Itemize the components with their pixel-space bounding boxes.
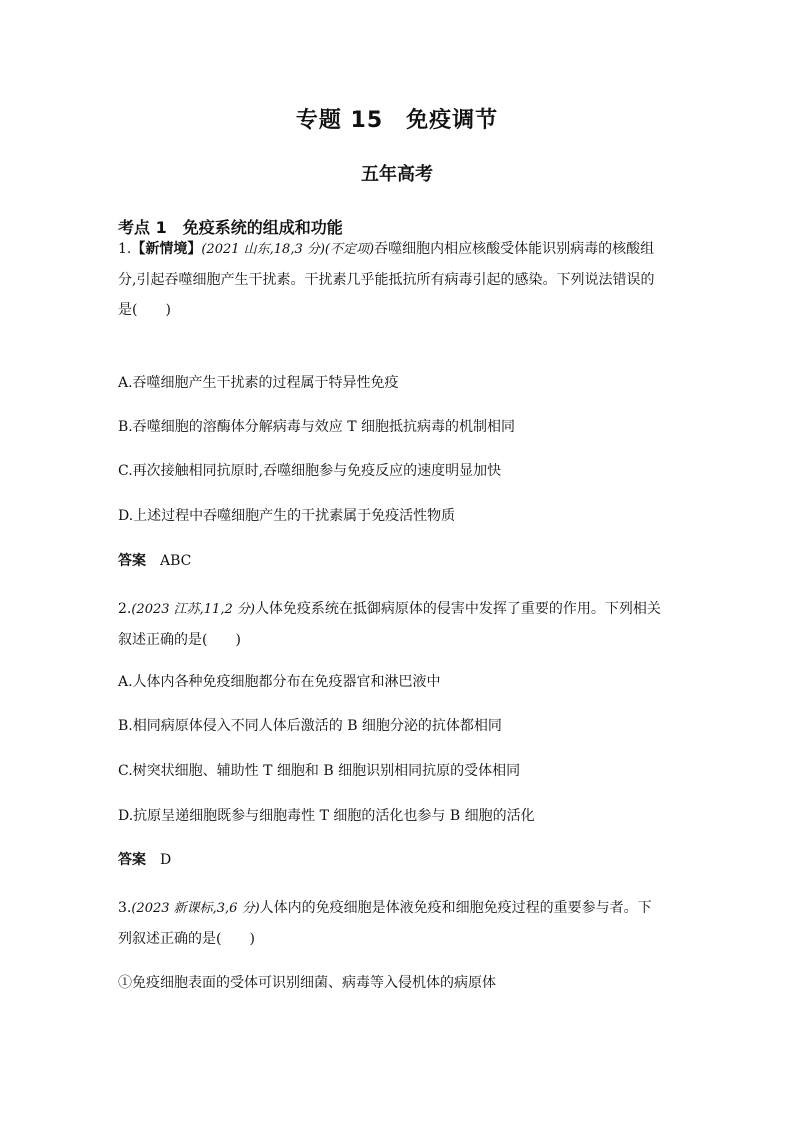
option-a: A.人体内各种免疫细胞都分布在免疫器官和淋巴液中 xyxy=(118,674,441,690)
answer-label: 答案 xyxy=(118,852,146,868)
option-1: ①免疫细胞表面的受体可识别细菌、病毒等入侵机体的病原体 xyxy=(118,975,496,991)
section-heading: 考点 1 免疫系统的组成和功能 xyxy=(118,218,343,237)
question-stem-line-1: 人体免疫系统在抵御病原体的侵害中发挥了重要的作用。下列相关 xyxy=(254,601,661,617)
question-stem-line-3: 是( ) xyxy=(118,302,171,318)
question-source: (2023 新课标,3,6 分) xyxy=(131,901,260,916)
question-stem-line-2: 分,引起吞噬细胞产生干扰素。干扰素几乎能抵抗所有病毒引起的感染。下列说法错误的 xyxy=(118,272,655,288)
answer-label: 答案 xyxy=(118,553,146,569)
question-tag: 【新情境】 xyxy=(131,241,202,257)
option-b: B.相同病原体侵入不同人体后激活的 B 细胞分泌的抗体都相同 xyxy=(118,718,502,734)
question-stem-line-1: 人体内的免疫细胞是体液免疫和细胞免疫过程的重要参与者。下 xyxy=(259,900,652,916)
option-c: C.再次接触相同抗原时,吞噬细胞参与免疫反应的速度明显加快 xyxy=(118,463,502,479)
question-stem-line-2: 列叙述正确的是( ) xyxy=(118,931,255,947)
option-d: D.抗原呈递细胞既参与细胞毒性 T 细胞的活化也参与 B 细胞的活化 xyxy=(118,808,535,824)
answer-value: ABC xyxy=(160,553,192,569)
question-2-stem xyxy=(118,594,680,655)
question-1-stem xyxy=(118,234,680,325)
question-stem-line-2: 叙述正确的是( ) xyxy=(118,632,241,648)
question-stem-line-1: 吞噬细胞内相应核酸受体能识别病毒的核酸组 xyxy=(374,241,655,257)
option-d: D.上述过程中吞噬细胞产生的干扰素属于免疫活性物质 xyxy=(118,508,456,524)
page-subtitle: 五年高考 xyxy=(361,164,433,185)
question-source: (2021 山东,18,3 分)(不定项) xyxy=(201,242,375,257)
answer-value: D xyxy=(160,852,172,868)
question-number: 3. xyxy=(118,900,132,916)
page-title: 专题 15 免疫调节 xyxy=(295,108,499,133)
question-3-stem xyxy=(118,893,680,954)
answer-row xyxy=(118,850,171,870)
option-b: B.吞噬细胞的溶酶体分解病毒与效应 T 细胞抵抗病毒的机制相同 xyxy=(118,419,515,435)
option-c: C.树突状细胞、辅助性 T 细胞和 B 细胞识别相同抗原的受体相同 xyxy=(118,763,521,779)
question-source: (2023 江苏,11,2 分) xyxy=(131,602,255,617)
answer-row xyxy=(118,551,191,571)
option-a: A.吞噬细胞产生干扰素的过程属于特异性免疫 xyxy=(118,375,399,391)
question-number: 2. xyxy=(118,601,132,617)
question-number: 1. xyxy=(118,241,132,257)
